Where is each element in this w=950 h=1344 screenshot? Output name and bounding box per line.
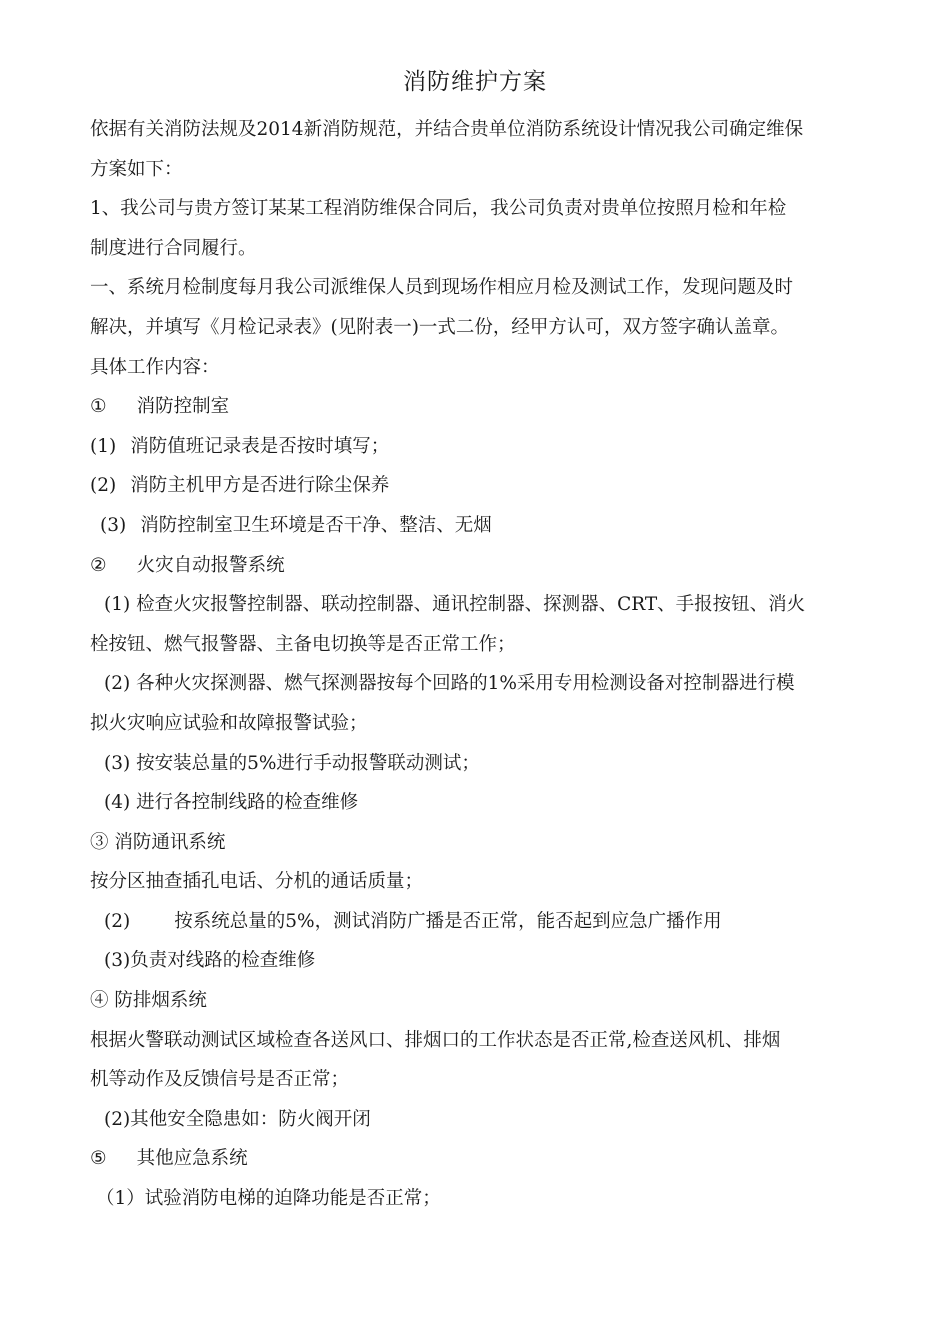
section-heading-text: 火灾自动报警系统 [136, 554, 285, 576]
list-item [90, 427, 880, 467]
document-title: 消防维护方案 [403, 69, 547, 95]
paragraph-line: 栓按钮、燃气报警器、主备电切换等是否正常工作； [90, 633, 516, 655]
section-heading-text: 消防控制室 [136, 396, 230, 418]
section-heading-text: 其他应急系统 [136, 1148, 248, 1170]
paragraph-line: 方案如下： [90, 158, 183, 180]
list-item: （1）试验消防电梯的迫降功能是否正常； [96, 1188, 441, 1210]
section-marker: ⑤ [90, 1148, 107, 1170]
paragraph-line: 一、系统月检制度每月我公司派维保人员到现场作相应月检及测试工作，发现问题及时 [90, 277, 794, 299]
item-number: (2) [104, 910, 131, 932]
item-text: 消防控制室卫生环境是否干净、整洁、无烟 [140, 514, 492, 536]
section-marker: ① [90, 396, 107, 418]
list-item: (1) 检查火灾报警控制器、联动控制器、通讯控制器、探测器、CRT、手报按钮、消火 [104, 594, 806, 616]
paragraph-line: 制度进行合同履行。 [90, 237, 257, 259]
paragraph-line: 具体工作内容： [90, 356, 220, 378]
section-heading [90, 546, 880, 586]
list-item [90, 506, 880, 546]
list-item [90, 466, 880, 506]
item-text: 消防主机甲方是否进行除尘保养 [130, 475, 390, 497]
section-marker: ② [90, 554, 107, 576]
item-number: (2) [90, 475, 117, 497]
paragraph-line: 1、我公司与贵方签订某某工程消防维保合同后，我公司负责对贵单位按照月检和年检 [90, 198, 787, 220]
document-body [90, 110, 880, 1219]
paragraph-line: 机等动作及反馈信号是否正常； [90, 1069, 350, 1091]
paragraph-line: 拟火灾响应试验和故障报警试验； [90, 712, 368, 734]
list-item: (2)其他安全隐患如：防火阀开闭 [104, 1108, 371, 1130]
list-item: (4) 进行各控制线路的检查维修 [104, 792, 359, 814]
item-text: 消防值班记录表是否按时填写； [130, 435, 390, 457]
paragraph-line: 按分区抽查插孔电话、分机的通话质量； [90, 871, 424, 893]
section-heading [90, 387, 880, 427]
list-item: (3) 按安装总量的5%进行手动报警联动测试； [104, 752, 480, 774]
item-text: 按系统总量的5%，测试消防广播是否正常，能否起到应急广播作用 [174, 910, 722, 932]
list-item: (3)负责对线路的检查维修 [104, 950, 316, 972]
list-item [90, 902, 880, 942]
paragraph-line: 解决，并填写《月检记录表》(见附表一)一式二份，经甲方认可，双方签字确认盖章。 [90, 316, 789, 338]
paragraph-line: 根据火警联动测试区域检查各送风口、排烟口的工作状态是否正常,检查送风机、排烟 [90, 1029, 781, 1051]
item-number: (3) [100, 514, 127, 536]
item-number: (1) [90, 435, 117, 457]
paragraph-line: 依据有关消防法规及2014新消防规范，并结合贵单位消防系统设计情况我公司确定维保 [90, 119, 804, 140]
list-item: (2) 各种火灾探测器、燃气探测器按每个回路的1%采用专用检测设备对控制器进行模 [104, 673, 795, 695]
section-heading [90, 1139, 880, 1179]
section-heading: ④ 防排烟系统 [90, 990, 207, 1012]
section-heading: ③ 消防通讯系统 [90, 831, 226, 853]
